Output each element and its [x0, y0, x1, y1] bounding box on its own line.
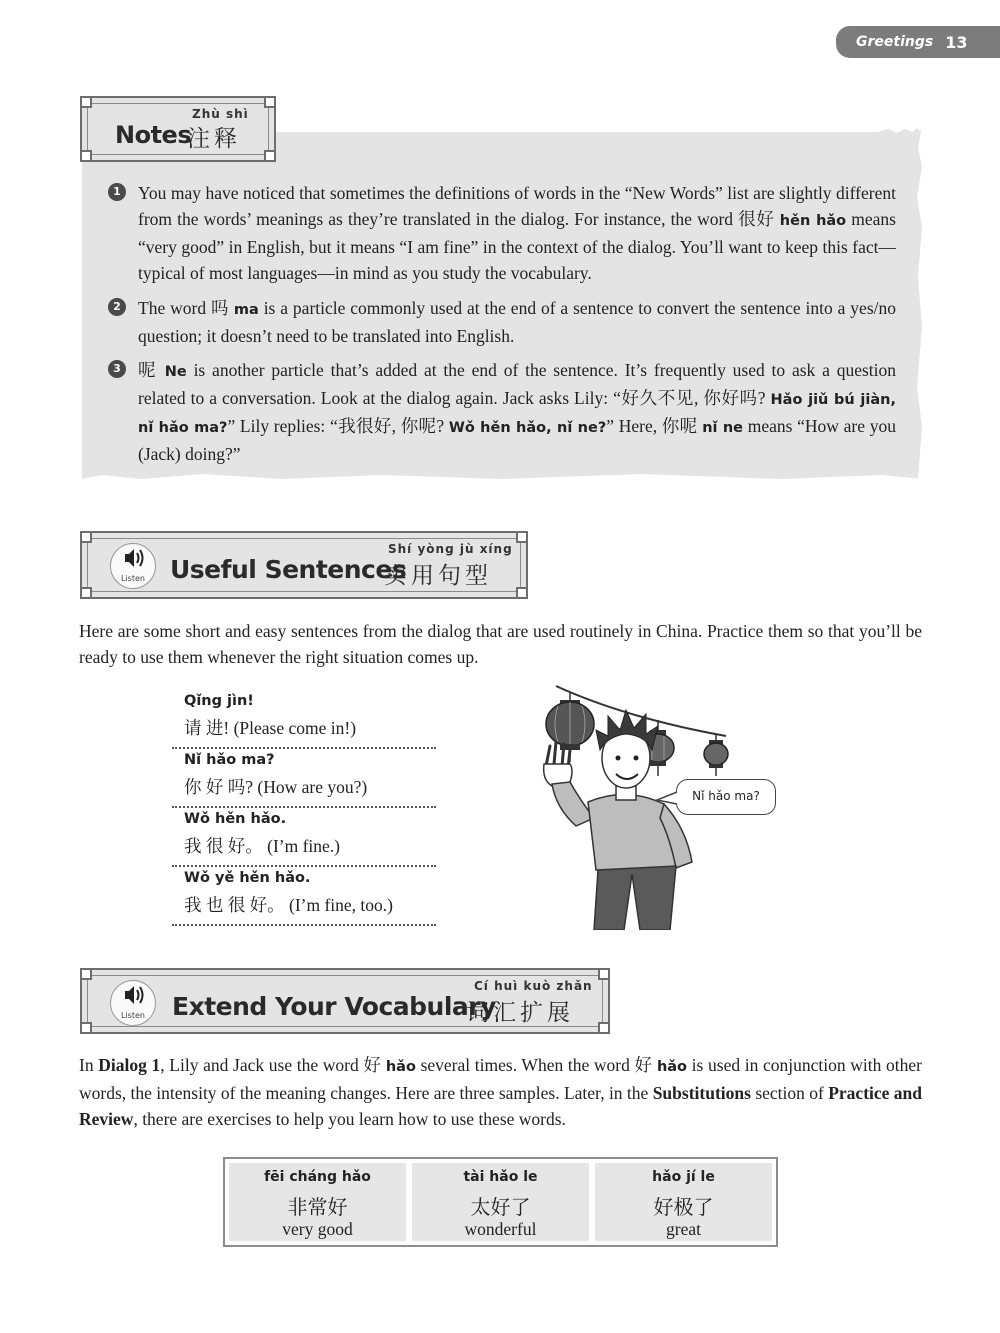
- sentence-pinyin: Wǒ hěn hǎo.: [184, 811, 287, 827]
- section-name: Greetings: [856, 34, 934, 50]
- vocabulary-english: wonderful: [464, 1219, 537, 1239]
- vocabulary-chinese: 好极了: [653, 1195, 714, 1219]
- note-text: You may have noticed that sometimes the definitions of words in the “New Words” list are slightly different from the words’ meanings as they’re translated in the dialog. For instance, the word 很好: [138, 183, 896, 229]
- note-text: means “very good” in English, but it means “I am fine” in the context of the dialog. You’ll want to keep this fact—typical of most languages—in mind as you study the vocabulary.: [138, 209, 896, 283]
- listen-audio-button[interactable]: [110, 980, 156, 1026]
- sentence-row: [172, 689, 436, 749]
- note-item: [108, 357, 896, 467]
- sentence-pinyin: Qǐng jìn!: [184, 693, 254, 709]
- useful-sentences-banner: [80, 531, 528, 599]
- vocabulary-cell: [595, 1163, 772, 1241]
- vocabulary-pinyin: tài hǎo le: [463, 1169, 538, 1185]
- paragraph-bold: Dialog 1: [98, 1055, 161, 1075]
- speech-bubble-tail: [655, 786, 679, 810]
- sentence-english: (I’m fine, too.): [289, 895, 393, 915]
- page-header-tab: [836, 26, 1000, 58]
- sentence-english: (How are you?): [257, 777, 368, 797]
- useful-sentences-pinyin: Shí yòng jù xíng: [388, 542, 513, 556]
- note-item: [108, 180, 896, 286]
- paragraph-text: In: [79, 1055, 99, 1075]
- sentence-chinese: 请 进!: [184, 718, 230, 738]
- notes-title-zh: 注释: [187, 126, 241, 152]
- vocabulary-chinese: 太好了: [470, 1195, 531, 1219]
- note-text: The word 吗: [138, 298, 234, 318]
- vocabulary-pinyin: hǎo jí le: [652, 1169, 715, 1185]
- note-text: 呢: [138, 360, 165, 380]
- vocabulary-english: very good: [282, 1219, 353, 1239]
- paragraph-text: section of: [750, 1083, 829, 1103]
- sentence-english: (I’m fine.): [267, 836, 341, 856]
- sentence-row: [172, 748, 436, 808]
- vocabulary-pinyin: fēi cháng hǎo: [264, 1169, 371, 1185]
- lantern-icon: [704, 734, 728, 776]
- notes-title: Notes: [115, 121, 192, 149]
- paragraph-text: , Lily and Jack use the word 好: [160, 1055, 386, 1075]
- listen-label: Listen: [121, 574, 145, 583]
- sentence-english: (Please come in!): [233, 718, 357, 738]
- note-pinyin: hěn hǎo: [779, 213, 847, 229]
- vocabulary-table: [223, 1157, 778, 1247]
- sentence-chinese: 我 也 很 好。: [184, 895, 285, 915]
- extend-vocabulary-title: Extend Your Vocabulary: [172, 992, 496, 1021]
- note-text: is another particle that’s added at the end of the sentence. It’s frequently used to ask a question related to a conversation. Look at the dialog again. Jack asks Lily: “好久不见, 你好吗?: [138, 360, 896, 408]
- note-number: 1: [108, 183, 126, 201]
- paragraph-text: , there are exercises to help you learn how to use these words.: [133, 1109, 566, 1129]
- vocabulary-english: great: [666, 1219, 701, 1239]
- note-pinyin: ma: [233, 302, 259, 318]
- note-text: ” Here, 你呢: [606, 416, 703, 436]
- speaker-icon: [111, 981, 155, 1011]
- useful-sentences-title: Useful Sentences: [170, 555, 407, 584]
- listen-label: Listen: [121, 1011, 145, 1020]
- listen-audio-button[interactable]: [110, 543, 156, 589]
- useful-sentences-title-zh: 实用句型: [384, 563, 492, 589]
- note-pinyin: Ne: [164, 364, 187, 380]
- sentence-pinyin: Wǒ yě hěn hǎo.: [184, 870, 311, 886]
- vocabulary-cell: [412, 1163, 589, 1241]
- extend-vocabulary-pinyin: Cí huì kuò zhǎn: [474, 979, 593, 993]
- paragraph-bold: Substitutions: [652, 1083, 751, 1103]
- sentence-chinese: 我 很 好。: [184, 836, 263, 856]
- paragraph-pinyin: hǎo: [385, 1059, 416, 1075]
- note-text: means “How are you (Jack) doing?”: [138, 416, 896, 464]
- paragraph-bold: Practice and Review: [79, 1083, 923, 1129]
- paragraph-text: is used in conjunction with other words, the intensity of the meaning changes. Here are three samples. Later, in the: [79, 1055, 923, 1103]
- note-text: ” Lily replies: “我很好, 你呢?: [227, 416, 449, 436]
- sentence-row: [172, 866, 436, 926]
- sentence-chinese: 你 好 吗?: [184, 777, 254, 797]
- note-number: 3: [108, 360, 126, 378]
- useful-sentences-intro: Here are some short and easy sentences from the dialog that are used routinely in China. Practice them so that you’ll be ready to use them whenever the right situation comes up.: [79, 621, 922, 667]
- sentence-row: [172, 807, 436, 867]
- speech-bubble-text: Nǐ hǎo ma?: [692, 789, 760, 803]
- extend-vocabulary-title-zh: 词汇扩展: [466, 1000, 574, 1026]
- paragraph-pinyin: hǎo: [656, 1059, 688, 1075]
- note-pinyin: nǐ ne: [702, 420, 744, 436]
- note-number: 2: [108, 298, 126, 316]
- vocabulary-cell: [229, 1163, 406, 1241]
- extend-vocabulary-intro: [79, 1052, 922, 1132]
- notes-banner: [80, 96, 276, 162]
- page-number: 13: [945, 32, 968, 52]
- note-pinyin: Wǒ hěn hǎo, nǐ ne?: [448, 420, 607, 436]
- speaker-icon: [111, 544, 155, 574]
- note-text: is a particle commonly used at the end of a sentence to convert the sentence into a yes/no question; it doesn’t need to be translated into English.: [138, 298, 896, 346]
- paragraph-text: several times. When the word 好: [415, 1055, 657, 1075]
- sentence-pinyin: Nǐ hǎo ma?: [184, 752, 275, 768]
- notes-title-pinyin: Zhù shì: [192, 107, 249, 121]
- speech-bubble: [676, 779, 776, 815]
- note-item: [108, 295, 896, 349]
- extend-vocabulary-banner: [80, 968, 610, 1034]
- vocabulary-chinese: 非常好: [287, 1195, 348, 1219]
- note-pinyin: Hǎo jiǔ bú jiàn, nǐ hǎo ma?: [138, 392, 896, 436]
